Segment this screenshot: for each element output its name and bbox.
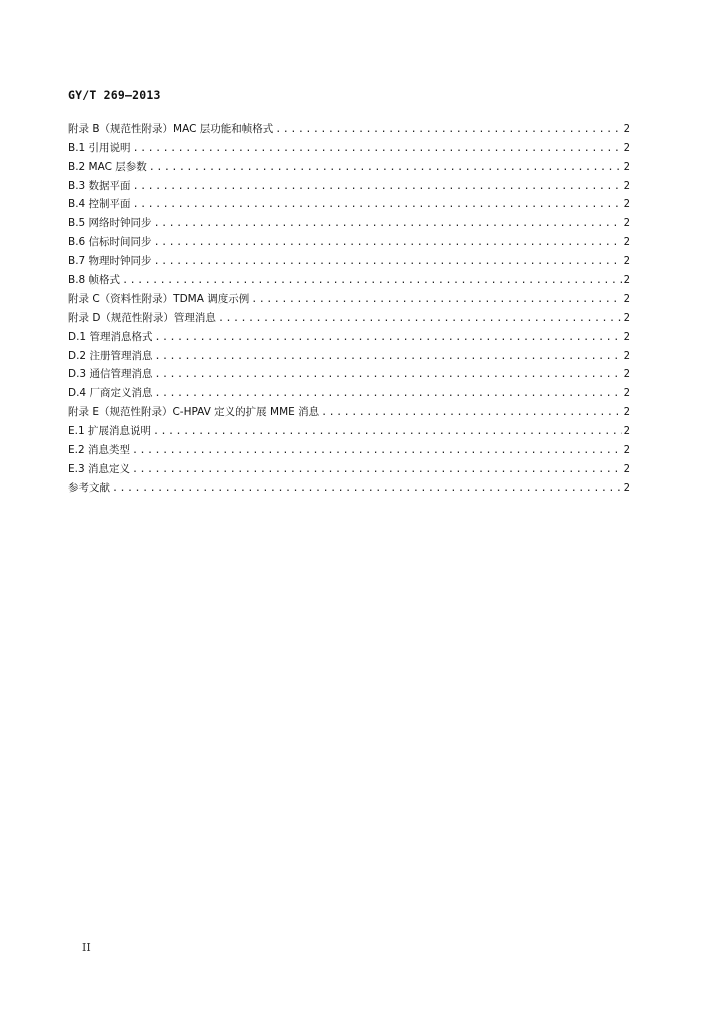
toc-entry[interactable] — [68, 117, 630, 136]
toc-entry[interactable] — [68, 174, 630, 193]
toc-entry-page: 2 — [623, 481, 630, 494]
toc-entry-page: 2 — [623, 368, 630, 381]
toc-entry-page: 2 — [623, 406, 630, 419]
toc-entry-title: E.3 消息定义 — [68, 462, 130, 475]
toc-entry[interactable] — [68, 211, 630, 230]
toc-entry[interactable] — [68, 400, 630, 419]
toc-entry-page: 2 — [623, 236, 630, 249]
toc-entry-title: 参考文献 — [68, 481, 110, 494]
dot-leader — [275, 123, 621, 136]
toc-entry-title: B.4 控制平面 — [68, 198, 131, 211]
toc-entry[interactable] — [68, 381, 630, 400]
dot-leader — [154, 350, 621, 363]
dot-leader — [112, 482, 622, 495]
toc-entry[interactable] — [68, 193, 630, 212]
toc-entry-title: B.6 信标时间同步 — [68, 236, 152, 249]
toc-entry-page: 2 — [623, 311, 630, 324]
dot-leader — [154, 236, 622, 249]
toc-entry-page: 2 — [623, 425, 630, 438]
toc-entry-page: 2 — [623, 444, 630, 457]
page-number: II — [82, 941, 91, 954]
dot-leader — [133, 180, 622, 193]
table-of-contents — [68, 117, 630, 495]
toc-entry-title: B.3 数据平面 — [68, 179, 131, 192]
toc-entry[interactable] — [68, 438, 630, 457]
toc-entry-title: 附录 C（资料性附录）TDMA 调度示例 — [68, 292, 250, 305]
toc-entry[interactable] — [68, 230, 630, 249]
toc-entry[interactable] — [68, 344, 630, 363]
toc-entry[interactable] — [68, 155, 630, 174]
toc-entry-page: 2 — [623, 179, 630, 192]
toc-entry-title: 附录 E（规范性附录）C-HPAV 定义的扩展 MME 消息 — [68, 406, 320, 419]
toc-entry-title: 附录 D（规范性附录）管理消息 — [68, 311, 216, 324]
standard-code-header: GY/T 269—2013 — [68, 88, 161, 102]
dot-leader — [251, 293, 621, 306]
toc-entry[interactable] — [68, 325, 630, 344]
toc-entry-page: 2 — [623, 122, 630, 135]
toc-entry-title: E.2 消息类型 — [68, 444, 130, 457]
toc-entry-page: 2 — [623, 292, 630, 305]
toc-entry-title: D.2 注册管理消息 — [68, 349, 153, 362]
toc-entry-title: B.7 物理时钟同步 — [68, 255, 152, 268]
dot-leader — [132, 463, 622, 476]
toc-entry-title: 附录 B（规范性附录）MAC 层功能和帧格式 — [68, 122, 274, 135]
dot-leader — [133, 198, 622, 211]
toc-entry-title: D.4 厂商定义消息 — [68, 387, 153, 400]
toc-entry[interactable] — [68, 306, 630, 325]
toc-entry-title: E.1 扩展消息说明 — [68, 425, 151, 438]
dot-leader — [122, 274, 622, 287]
toc-entry-page: 2 — [623, 330, 630, 343]
dot-leader — [154, 331, 621, 344]
toc-entry-page: 2 — [623, 217, 630, 230]
dot-leader — [153, 425, 622, 438]
toc-entry-page: 2 — [623, 274, 630, 287]
toc-entry[interactable] — [68, 136, 630, 155]
toc-entry-title: D.1 管理消息格式 — [68, 330, 153, 343]
toc-entry-title: B.1 引用说明 — [68, 141, 131, 154]
toc-entry-page: 2 — [623, 387, 630, 400]
toc-entry[interactable] — [68, 287, 630, 306]
toc-entry-page: 2 — [623, 198, 630, 211]
toc-entry[interactable] — [68, 457, 630, 476]
toc-entry-page: 2 — [623, 255, 630, 268]
toc-entry-title: B.5 网络时钟同步 — [68, 217, 152, 230]
toc-entry-title: B.2 MAC 层参数 — [68, 160, 147, 173]
dot-leader — [218, 312, 622, 325]
toc-entry-page: 2 — [623, 160, 630, 173]
dot-leader — [154, 255, 622, 268]
dot-leader — [154, 368, 621, 381]
toc-entry-page: 2 — [623, 462, 630, 475]
toc-entry[interactable] — [68, 268, 630, 287]
dot-leader — [154, 217, 622, 230]
dot-leader — [321, 406, 622, 419]
toc-entry[interactable] — [68, 419, 630, 438]
toc-entry-title: B.8 帧格式 — [68, 274, 121, 287]
dot-leader — [133, 142, 622, 155]
toc-entry-title: D.3 通信管理消息 — [68, 368, 153, 381]
toc-entry-page: 2 — [623, 141, 630, 154]
dot-leader — [154, 387, 621, 400]
dot-leader — [132, 444, 622, 457]
toc-entry[interactable] — [68, 363, 630, 382]
dot-leader — [149, 161, 622, 174]
toc-entry[interactable] — [68, 249, 630, 268]
toc-entry-page: 2 — [623, 349, 630, 362]
toc-entry[interactable] — [68, 476, 630, 495]
